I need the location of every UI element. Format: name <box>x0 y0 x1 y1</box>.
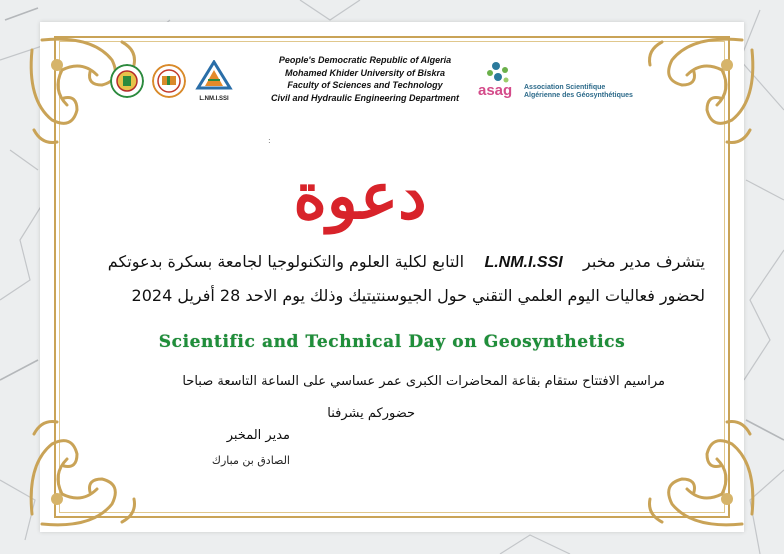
lnm-lab-logo <box>194 60 234 102</box>
gold-frame <box>54 36 730 518</box>
calligraphy-word: دعوة <box>293 159 427 234</box>
director-name: الصادق بن مبارك <box>211 454 290 467</box>
header-line: Faculty of Sciences and Technology <box>287 80 443 90</box>
header-line: Mohamed Khider University of Biskra <box>284 67 446 78</box>
corner-ornament <box>22 404 152 534</box>
university-logo <box>110 64 144 98</box>
header-line: Civil and Hydraulic Engineering Department <box>270 92 460 103</box>
event-title: Scientific and Technical Day on Geosynthetics <box>158 332 626 352</box>
partner-logos <box>110 60 234 102</box>
asagi-wordmark: asag <box>478 82 513 99</box>
stray-mark: : <box>268 136 271 145</box>
invitation-line-1a: يتشرف مدير مخبر <box>583 252 705 271</box>
asagi-desc-line: Association Scientifique <box>524 84 606 91</box>
asagi-logo <box>478 58 638 106</box>
faculty-logo <box>152 64 186 98</box>
institution-header <box>255 54 475 104</box>
invitation-line-1 <box>70 252 705 272</box>
lab-name: L.NM.I.SSI <box>484 254 563 271</box>
lnm-logo-label: L.NM.I.SSI <box>199 96 229 102</box>
asagi-desc-line: Algérienne des Géosynthétiques <box>524 92 633 99</box>
asagi-description <box>524 84 633 100</box>
header-line: People's Democratic Republic of Algeria <box>278 55 452 65</box>
invitation-line-2: لحضور فعاليات اليوم العلمي التقني حول الجيوسنتيتيك وذلك يوم الاحد 28 أفريل 2024 <box>131 286 705 305</box>
corner-ornament <box>632 404 762 534</box>
calligraphy-title <box>290 140 430 250</box>
lab-emblem-icon <box>194 60 234 92</box>
director-title: مدير المخبر <box>226 428 290 443</box>
closing-line: حضوركم يشرفنا <box>327 406 415 421</box>
invitation-line-1b: التابع لكلية العلوم والتكنولوجيا لجامعة بسكرة بدعوتكم <box>107 252 465 271</box>
opening-ceremony-line: مراسيم الافتتاح ستقام بقاعة المحاضرات الكبرى عمر عساسي على الساعة التاسعة صباحا <box>182 374 665 389</box>
corner-ornament <box>632 30 762 160</box>
